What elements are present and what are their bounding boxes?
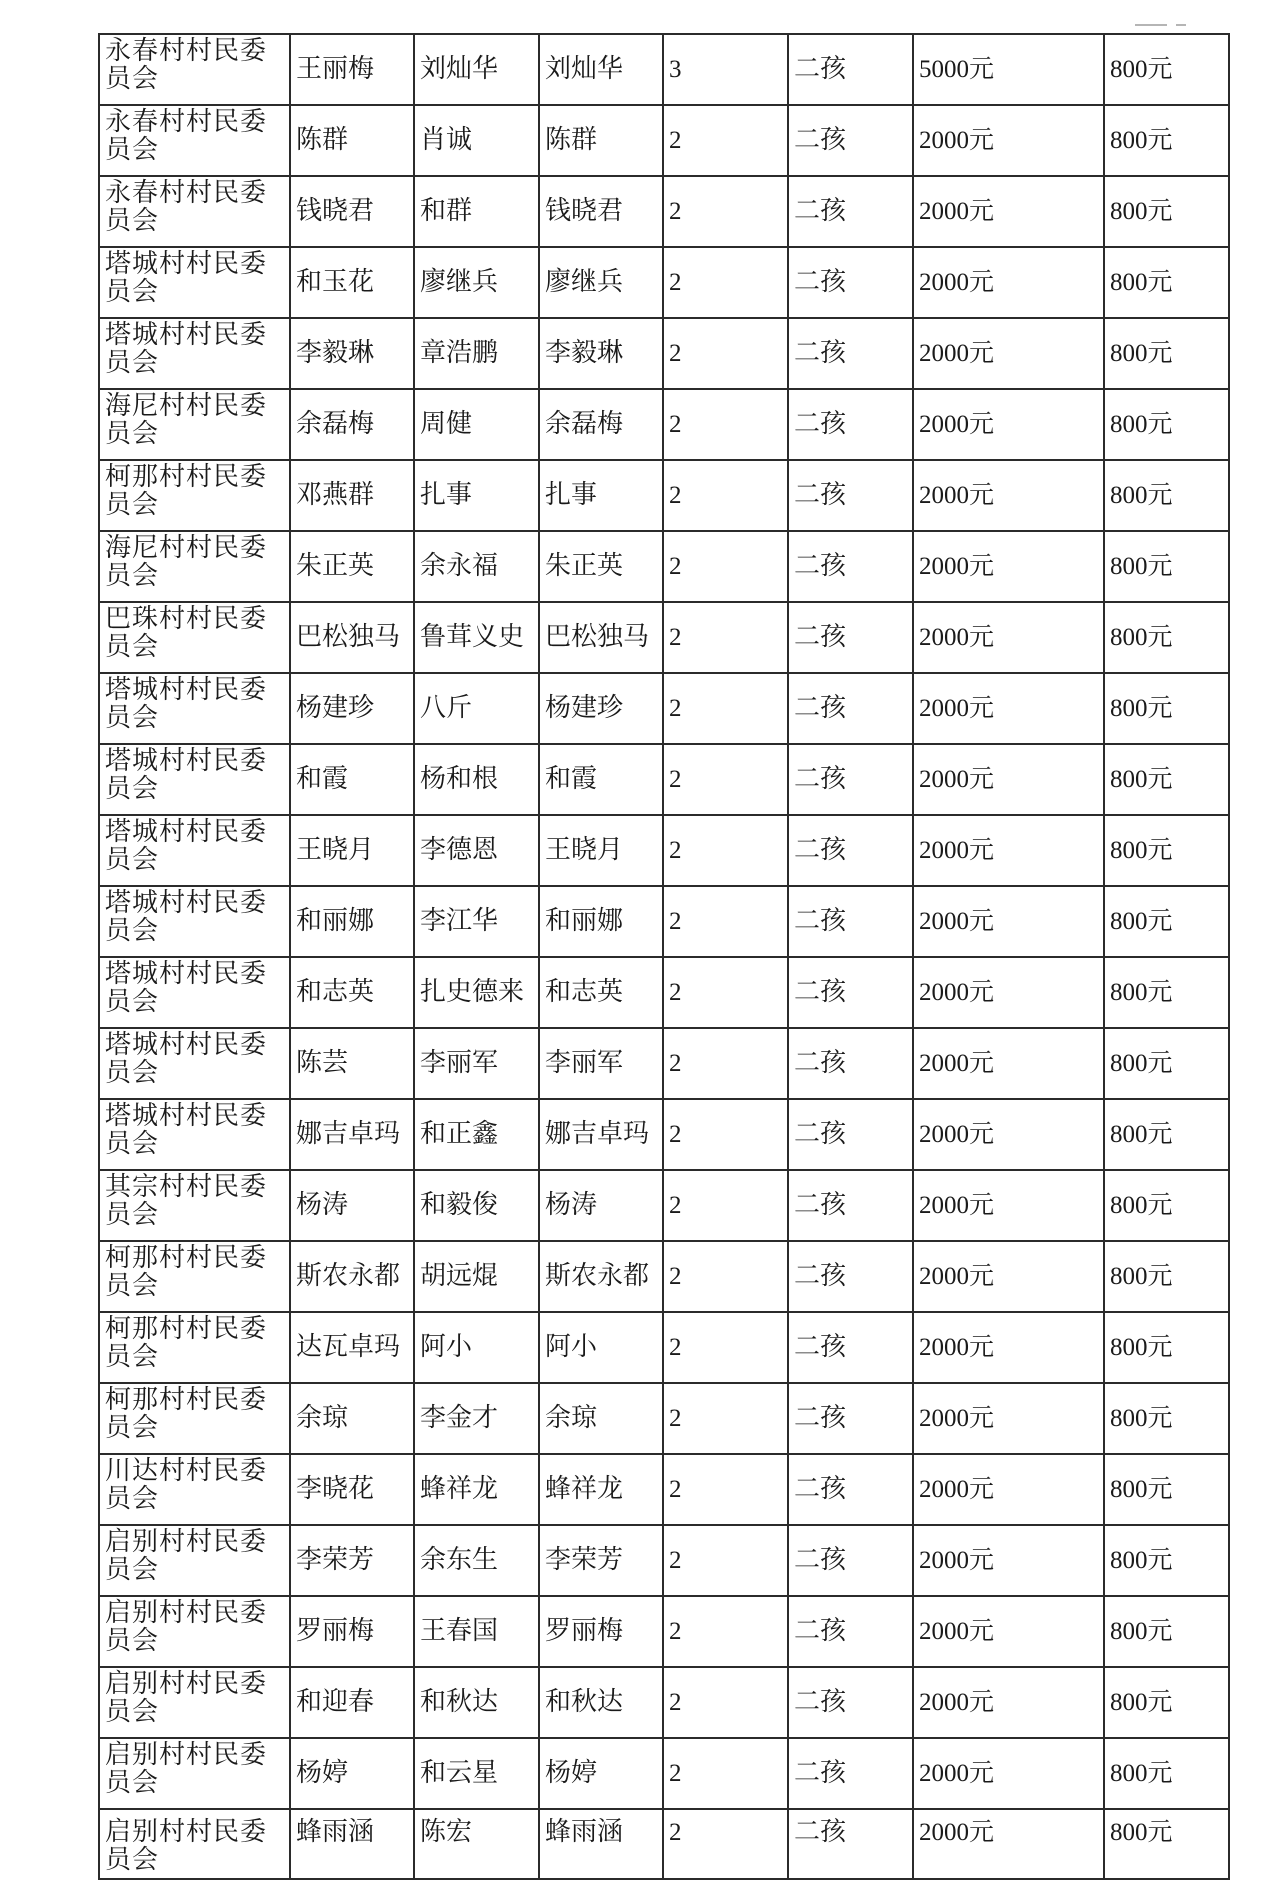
category-cell: 二孩 xyxy=(788,886,913,957)
amount-cell: 2000元 xyxy=(913,1383,1104,1454)
award-cell: 800元 xyxy=(1104,389,1229,460)
applicant-cell: 达瓦卓玛 xyxy=(290,1312,414,1383)
applicant-cell: 罗丽梅 xyxy=(290,1596,414,1667)
recipient-cell: 阿小 xyxy=(539,1312,663,1383)
spouse-cell: 和正鑫 xyxy=(414,1099,539,1170)
applicant-cell: 余琼 xyxy=(290,1383,414,1454)
table-row xyxy=(99,815,1229,886)
table-row xyxy=(99,1454,1229,1525)
spouse-cell: 阿小 xyxy=(414,1312,539,1383)
children-count-cell: 2 xyxy=(663,1454,788,1525)
table-row xyxy=(99,1667,1229,1738)
award-cell: 800元 xyxy=(1104,1099,1229,1170)
spouse-cell: 和群 xyxy=(414,176,539,247)
applicant-cell: 李荣芳 xyxy=(290,1525,414,1596)
applicant-cell: 李毅琳 xyxy=(290,318,414,389)
children-count-cell: 2 xyxy=(663,1099,788,1170)
category-cell: 二孩 xyxy=(788,673,913,744)
table-row xyxy=(99,1738,1229,1809)
category-cell: 二孩 xyxy=(788,1596,913,1667)
recipient-cell: 余琼 xyxy=(539,1383,663,1454)
category-cell: 二孩 xyxy=(788,531,913,602)
recipient-cell: 蜂雨涵 xyxy=(539,1809,663,1879)
award-cell: 800元 xyxy=(1104,318,1229,389)
applicant-cell: 邓燕群 xyxy=(290,460,414,531)
recipient-cell: 杨婷 xyxy=(539,1738,663,1809)
amount-cell: 2000元 xyxy=(913,1667,1104,1738)
award-cell: 800元 xyxy=(1104,886,1229,957)
category-cell: 二孩 xyxy=(788,1170,913,1241)
recipient-cell: 杨建珍 xyxy=(539,673,663,744)
children-count-cell: 2 xyxy=(663,1596,788,1667)
award-cell: 800元 xyxy=(1104,602,1229,673)
village-cell: 塔城村村民委员会 xyxy=(99,318,290,389)
scan-mark xyxy=(1176,24,1186,26)
table-row xyxy=(99,1099,1229,1170)
recipient-cell: 朱正英 xyxy=(539,531,663,602)
award-cell: 800元 xyxy=(1104,815,1229,886)
award-cell: 800元 xyxy=(1104,1525,1229,1596)
applicant-cell: 朱正英 xyxy=(290,531,414,602)
table-row xyxy=(99,744,1229,815)
scan-mark xyxy=(1135,24,1167,26)
award-cell: 800元 xyxy=(1104,1241,1229,1312)
children-count-cell: 2 xyxy=(663,460,788,531)
recipient-cell: 斯农永都 xyxy=(539,1241,663,1312)
amount-cell: 2000元 xyxy=(913,531,1104,602)
village-cell: 永春村村民委员会 xyxy=(99,176,290,247)
category-cell: 二孩 xyxy=(788,602,913,673)
village-cell: 巴珠村村民委员会 xyxy=(99,602,290,673)
spouse-cell: 和毅俊 xyxy=(414,1170,539,1241)
recipient-cell: 和丽娜 xyxy=(539,886,663,957)
table-row xyxy=(99,886,1229,957)
spouse-cell: 蜂祥龙 xyxy=(414,1454,539,1525)
category-cell: 二孩 xyxy=(788,815,913,886)
category-cell: 二孩 xyxy=(788,1383,913,1454)
award-cell: 800元 xyxy=(1104,1596,1229,1667)
table-row xyxy=(99,1596,1229,1667)
spouse-cell: 陈宏 xyxy=(414,1809,539,1879)
children-count-cell: 2 xyxy=(663,1809,788,1879)
applicant-cell: 蜂雨涵 xyxy=(290,1809,414,1879)
category-cell: 二孩 xyxy=(788,460,913,531)
village-cell: 塔城村村民委员会 xyxy=(99,1028,290,1099)
children-count-cell: 2 xyxy=(663,1028,788,1099)
village-cell: 柯那村村民委员会 xyxy=(99,1312,290,1383)
spouse-cell: 李江华 xyxy=(414,886,539,957)
recipient-cell: 巴松独马 xyxy=(539,602,663,673)
amount-cell: 2000元 xyxy=(913,815,1104,886)
children-count-cell: 2 xyxy=(663,1525,788,1596)
amount-cell: 2000元 xyxy=(913,1170,1104,1241)
recipient-cell: 和秋达 xyxy=(539,1667,663,1738)
table-row xyxy=(99,1312,1229,1383)
category-cell: 二孩 xyxy=(788,389,913,460)
award-cell: 800元 xyxy=(1104,1170,1229,1241)
table-row xyxy=(99,957,1229,1028)
amount-cell: 2000元 xyxy=(913,1525,1104,1596)
village-cell: 启别村村民委员会 xyxy=(99,1738,290,1809)
children-count-cell: 2 xyxy=(663,105,788,176)
award-cell: 800元 xyxy=(1104,1028,1229,1099)
table-row xyxy=(99,318,1229,389)
amount-cell: 2000元 xyxy=(913,1738,1104,1809)
amount-cell: 2000元 xyxy=(913,673,1104,744)
amount-cell: 2000元 xyxy=(913,1596,1104,1667)
table-row xyxy=(99,602,1229,673)
applicant-cell: 娜吉卓玛 xyxy=(290,1099,414,1170)
table-row xyxy=(99,105,1229,176)
village-cell: 海尼村村民委员会 xyxy=(99,531,290,602)
award-cell: 800元 xyxy=(1104,105,1229,176)
category-cell: 二孩 xyxy=(788,247,913,318)
recipient-cell: 廖继兵 xyxy=(539,247,663,318)
applicant-cell: 杨建珍 xyxy=(290,673,414,744)
village-cell: 启别村村民委员会 xyxy=(99,1809,290,1879)
award-cell: 800元 xyxy=(1104,1667,1229,1738)
award-cell: 800元 xyxy=(1104,1454,1229,1525)
applicant-cell: 和霞 xyxy=(290,744,414,815)
children-count-cell: 2 xyxy=(663,1383,788,1454)
children-count-cell: 2 xyxy=(663,176,788,247)
category-cell: 二孩 xyxy=(788,1738,913,1809)
amount-cell: 2000元 xyxy=(913,176,1104,247)
category-cell: 二孩 xyxy=(788,1312,913,1383)
amount-cell: 2000元 xyxy=(913,1809,1104,1879)
village-cell: 柯那村村民委员会 xyxy=(99,1383,290,1454)
category-cell: 二孩 xyxy=(788,744,913,815)
amount-cell: 2000元 xyxy=(913,1028,1104,1099)
village-cell: 启别村村民委员会 xyxy=(99,1596,290,1667)
spouse-cell: 刘灿华 xyxy=(414,34,539,105)
children-count-cell: 2 xyxy=(663,531,788,602)
children-count-cell: 2 xyxy=(663,389,788,460)
table-row xyxy=(99,389,1229,460)
recipient-cell: 罗丽梅 xyxy=(539,1596,663,1667)
recipient-cell: 和霞 xyxy=(539,744,663,815)
children-count-cell: 2 xyxy=(663,1312,788,1383)
applicant-cell: 陈芸 xyxy=(290,1028,414,1099)
spouse-cell: 余永福 xyxy=(414,531,539,602)
applicant-cell: 和志英 xyxy=(290,957,414,1028)
village-cell: 塔城村村民委员会 xyxy=(99,886,290,957)
village-cell: 塔城村村民委员会 xyxy=(99,1099,290,1170)
table-row xyxy=(99,1525,1229,1596)
applicant-cell: 王晓月 xyxy=(290,815,414,886)
recipient-cell: 王晓月 xyxy=(539,815,663,886)
category-cell: 二孩 xyxy=(788,1809,913,1879)
amount-cell: 2000元 xyxy=(913,318,1104,389)
village-cell: 海尼村村民委员会 xyxy=(99,389,290,460)
recipient-cell: 钱晓君 xyxy=(539,176,663,247)
children-count-cell: 2 xyxy=(663,1738,788,1809)
applicant-cell: 斯农永都 xyxy=(290,1241,414,1312)
village-cell: 其宗村村民委员会 xyxy=(99,1170,290,1241)
village-cell: 柯那村村民委员会 xyxy=(99,1241,290,1312)
applicant-cell: 杨婷 xyxy=(290,1738,414,1809)
children-count-cell: 2 xyxy=(663,886,788,957)
spouse-cell: 八斤 xyxy=(414,673,539,744)
amount-cell: 2000元 xyxy=(913,744,1104,815)
applicant-cell: 余磊梅 xyxy=(290,389,414,460)
spouse-cell: 周健 xyxy=(414,389,539,460)
applicant-cell: 杨涛 xyxy=(290,1170,414,1241)
category-cell: 二孩 xyxy=(788,1028,913,1099)
children-count-cell: 2 xyxy=(663,815,788,886)
table-row xyxy=(99,1241,1229,1312)
applicant-cell: 巴松独马 xyxy=(290,602,414,673)
award-cell: 800元 xyxy=(1104,247,1229,318)
amount-cell: 2000元 xyxy=(913,389,1104,460)
award-cell: 800元 xyxy=(1104,1738,1229,1809)
village-cell: 永春村村民委员会 xyxy=(99,34,290,105)
beneficiary-table xyxy=(98,33,1230,1880)
amount-cell: 2000元 xyxy=(913,957,1104,1028)
children-count-cell: 2 xyxy=(663,957,788,1028)
children-count-cell: 2 xyxy=(663,1241,788,1312)
children-count-cell: 2 xyxy=(663,247,788,318)
category-cell: 二孩 xyxy=(788,1241,913,1312)
category-cell: 二孩 xyxy=(788,1099,913,1170)
spouse-cell: 李金才 xyxy=(414,1383,539,1454)
children-count-cell: 2 xyxy=(663,744,788,815)
table-body xyxy=(99,34,1229,1879)
spouse-cell: 李丽军 xyxy=(414,1028,539,1099)
village-cell: 塔城村村民委员会 xyxy=(99,247,290,318)
amount-cell: 2000元 xyxy=(913,247,1104,318)
applicant-cell: 陈群 xyxy=(290,105,414,176)
amount-cell: 2000元 xyxy=(913,602,1104,673)
children-count-cell: 2 xyxy=(663,1170,788,1241)
spouse-cell: 和秋达 xyxy=(414,1667,539,1738)
village-cell: 川达村村民委员会 xyxy=(99,1454,290,1525)
village-cell: 启别村村民委员会 xyxy=(99,1525,290,1596)
category-cell: 二孩 xyxy=(788,176,913,247)
children-count-cell: 2 xyxy=(663,602,788,673)
table-row xyxy=(99,673,1229,744)
spouse-cell: 王春国 xyxy=(414,1596,539,1667)
category-cell: 二孩 xyxy=(788,318,913,389)
amount-cell: 2000元 xyxy=(913,886,1104,957)
amount-cell: 2000元 xyxy=(913,105,1104,176)
table-row xyxy=(99,460,1229,531)
table-row xyxy=(99,1028,1229,1099)
applicant-cell: 和丽娜 xyxy=(290,886,414,957)
spouse-cell: 杨和根 xyxy=(414,744,539,815)
recipient-cell: 刘灿华 xyxy=(539,34,663,105)
amount-cell: 5000元 xyxy=(913,34,1104,105)
award-cell: 800元 xyxy=(1104,744,1229,815)
recipient-cell: 杨涛 xyxy=(539,1170,663,1241)
award-cell: 800元 xyxy=(1104,531,1229,602)
amount-cell: 2000元 xyxy=(913,1099,1104,1170)
recipient-cell: 娜吉卓玛 xyxy=(539,1099,663,1170)
award-cell: 800元 xyxy=(1104,1809,1229,1879)
applicant-cell: 王丽梅 xyxy=(290,34,414,105)
applicant-cell: 和玉花 xyxy=(290,247,414,318)
award-cell: 800元 xyxy=(1104,34,1229,105)
recipient-cell: 陈群 xyxy=(539,105,663,176)
recipient-cell: 余磊梅 xyxy=(539,389,663,460)
spouse-cell: 扎事 xyxy=(414,460,539,531)
amount-cell: 2000元 xyxy=(913,1312,1104,1383)
recipient-cell: 扎事 xyxy=(539,460,663,531)
category-cell: 二孩 xyxy=(788,105,913,176)
award-cell: 800元 xyxy=(1104,673,1229,744)
recipient-cell: 和志英 xyxy=(539,957,663,1028)
award-cell: 800元 xyxy=(1104,176,1229,247)
spouse-cell: 扎史德来 xyxy=(414,957,539,1028)
table-row xyxy=(99,531,1229,602)
village-cell: 柯那村村民委员会 xyxy=(99,460,290,531)
village-cell: 启别村村民委员会 xyxy=(99,1667,290,1738)
spouse-cell: 章浩鹏 xyxy=(414,318,539,389)
award-cell: 800元 xyxy=(1104,1312,1229,1383)
award-cell: 800元 xyxy=(1104,957,1229,1028)
village-cell: 塔城村村民委员会 xyxy=(99,815,290,886)
children-count-cell: 2 xyxy=(663,673,788,744)
table-row xyxy=(99,1170,1229,1241)
category-cell: 二孩 xyxy=(788,957,913,1028)
recipient-cell: 李荣芳 xyxy=(539,1525,663,1596)
village-cell: 塔城村村民委员会 xyxy=(99,673,290,744)
amount-cell: 2000元 xyxy=(913,460,1104,531)
recipient-cell: 李丽军 xyxy=(539,1028,663,1099)
spouse-cell: 胡远焜 xyxy=(414,1241,539,1312)
spouse-cell: 肖诚 xyxy=(414,105,539,176)
table-row xyxy=(99,1383,1229,1454)
spouse-cell: 李德恩 xyxy=(414,815,539,886)
table-row xyxy=(99,176,1229,247)
applicant-cell: 李晓花 xyxy=(290,1454,414,1525)
table-row xyxy=(99,247,1229,318)
spouse-cell: 廖继兵 xyxy=(414,247,539,318)
village-cell: 塔城村村民委员会 xyxy=(99,744,290,815)
village-cell: 塔城村村民委员会 xyxy=(99,957,290,1028)
amount-cell: 2000元 xyxy=(913,1241,1104,1312)
applicant-cell: 钱晓君 xyxy=(290,176,414,247)
spouse-cell: 余东生 xyxy=(414,1525,539,1596)
amount-cell: 2000元 xyxy=(913,1454,1104,1525)
spouse-cell: 鲁茸义史 xyxy=(414,602,539,673)
children-count-cell: 2 xyxy=(663,1667,788,1738)
category-cell: 二孩 xyxy=(788,34,913,105)
children-count-cell: 2 xyxy=(663,318,788,389)
applicant-cell: 和迎春 xyxy=(290,1667,414,1738)
award-cell: 800元 xyxy=(1104,460,1229,531)
table-row xyxy=(99,1809,1229,1879)
category-cell: 二孩 xyxy=(788,1454,913,1525)
village-cell: 永春村村民委员会 xyxy=(99,105,290,176)
spouse-cell: 和云星 xyxy=(414,1738,539,1809)
category-cell: 二孩 xyxy=(788,1525,913,1596)
award-cell: 800元 xyxy=(1104,1383,1229,1454)
recipient-cell: 李毅琳 xyxy=(539,318,663,389)
category-cell: 二孩 xyxy=(788,1667,913,1738)
recipient-cell: 蜂祥龙 xyxy=(539,1454,663,1525)
children-count-cell: 3 xyxy=(663,34,788,105)
table-row xyxy=(99,34,1229,105)
